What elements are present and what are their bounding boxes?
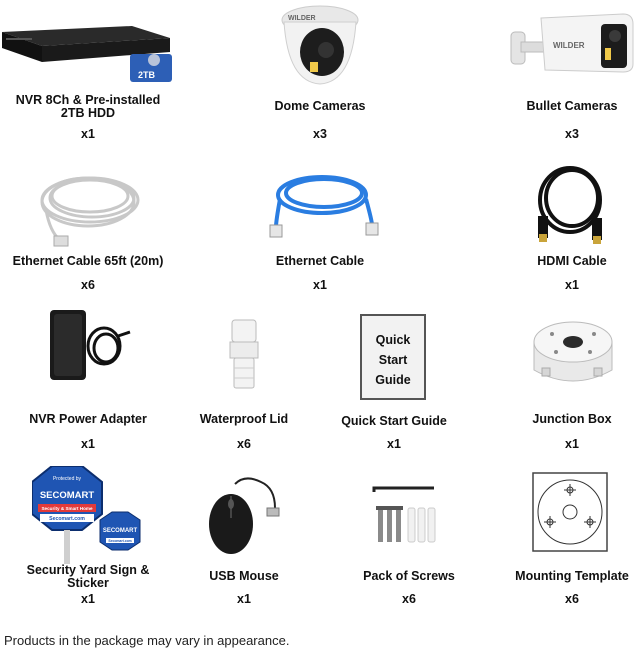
hdmi-cable-icon — [530, 160, 612, 246]
svg-text:WILDER: WILDER — [288, 15, 316, 22]
nvr-icon — [2, 22, 178, 84]
booklet-line: Quick — [375, 333, 411, 347]
booklet-line: Start — [378, 353, 408, 367]
dome-camera-icon — [278, 2, 362, 88]
item-qty: x1 — [565, 437, 579, 451]
usb-mouse-icon — [205, 474, 285, 558]
item-qty: x1 — [81, 127, 95, 141]
item-label: Security Yard Sign & Sticker — [26, 563, 150, 590]
ethernet-cable-icon — [262, 165, 380, 241]
guide-booklet-icon — [360, 314, 426, 400]
item-qty: x3 — [565, 127, 579, 141]
item-label: Dome Cameras — [274, 99, 366, 113]
item-label: USB Mouse — [209, 569, 279, 583]
bullet-camera-icon — [505, 10, 637, 82]
item-label: Quick Start Guide — [341, 414, 447, 428]
svg-text:SECOMART: SECOMART — [39, 490, 95, 501]
item-label: Bullet Cameras — [526, 99, 618, 113]
item-label: HDMI Cable — [537, 254, 607, 268]
item-qty: x1 — [237, 592, 251, 606]
item-qty: x6 — [237, 437, 251, 451]
junction-box-icon — [528, 312, 618, 394]
item-qty: x6 — [565, 592, 579, 606]
item-qty: x1 — [565, 278, 579, 292]
item-qty: x1 — [387, 437, 401, 451]
power-adapter-icon — [48, 306, 132, 382]
item-label: NVR 8Ch & Pre-installed 2TB HDD — [15, 93, 161, 120]
item-qty: x6 — [402, 592, 416, 606]
item-qty: x1 — [81, 592, 95, 606]
svg-text:Protected by: Protected by — [52, 476, 82, 482]
item-qty: x1 — [81, 437, 95, 451]
hdd-label: 2TB — [138, 70, 156, 80]
item-label: Waterproof Lid — [199, 412, 289, 426]
item-label: Pack of Screws — [363, 569, 455, 583]
disclaimer-text: Products in the package may vary in appearance. — [4, 633, 290, 648]
booklet-line: Guide — [375, 373, 411, 387]
item-label: Ethernet Cable — [275, 254, 365, 268]
item-label: NVR Power Adapter — [29, 412, 147, 426]
ethernet-cable-coil-icon — [30, 162, 150, 248]
svg-text:WILDER: WILDER — [553, 41, 585, 50]
item-label: Ethernet Cable 65ft (20m) — [12, 254, 164, 268]
svg-text:SECOMART: SECOMART — [102, 528, 138, 534]
item-qty: x3 — [313, 127, 327, 141]
item-label: Mounting Template — [515, 569, 629, 583]
yard-sign-icon — [32, 466, 144, 564]
mounting-template-icon — [532, 472, 608, 552]
svg-text:Secomart.com: Secomart.com — [108, 539, 132, 543]
svg-text:Secomart.com: Secomart.com — [49, 516, 85, 522]
waterproof-lid-icon — [226, 318, 262, 392]
screws-icon — [370, 486, 444, 548]
item-label: Junction Box — [532, 412, 612, 426]
item-qty: x6 — [81, 278, 95, 292]
item-qty: x1 — [313, 278, 327, 292]
svg-text:Security & Smart Home: Security & Smart Home — [41, 506, 93, 511]
